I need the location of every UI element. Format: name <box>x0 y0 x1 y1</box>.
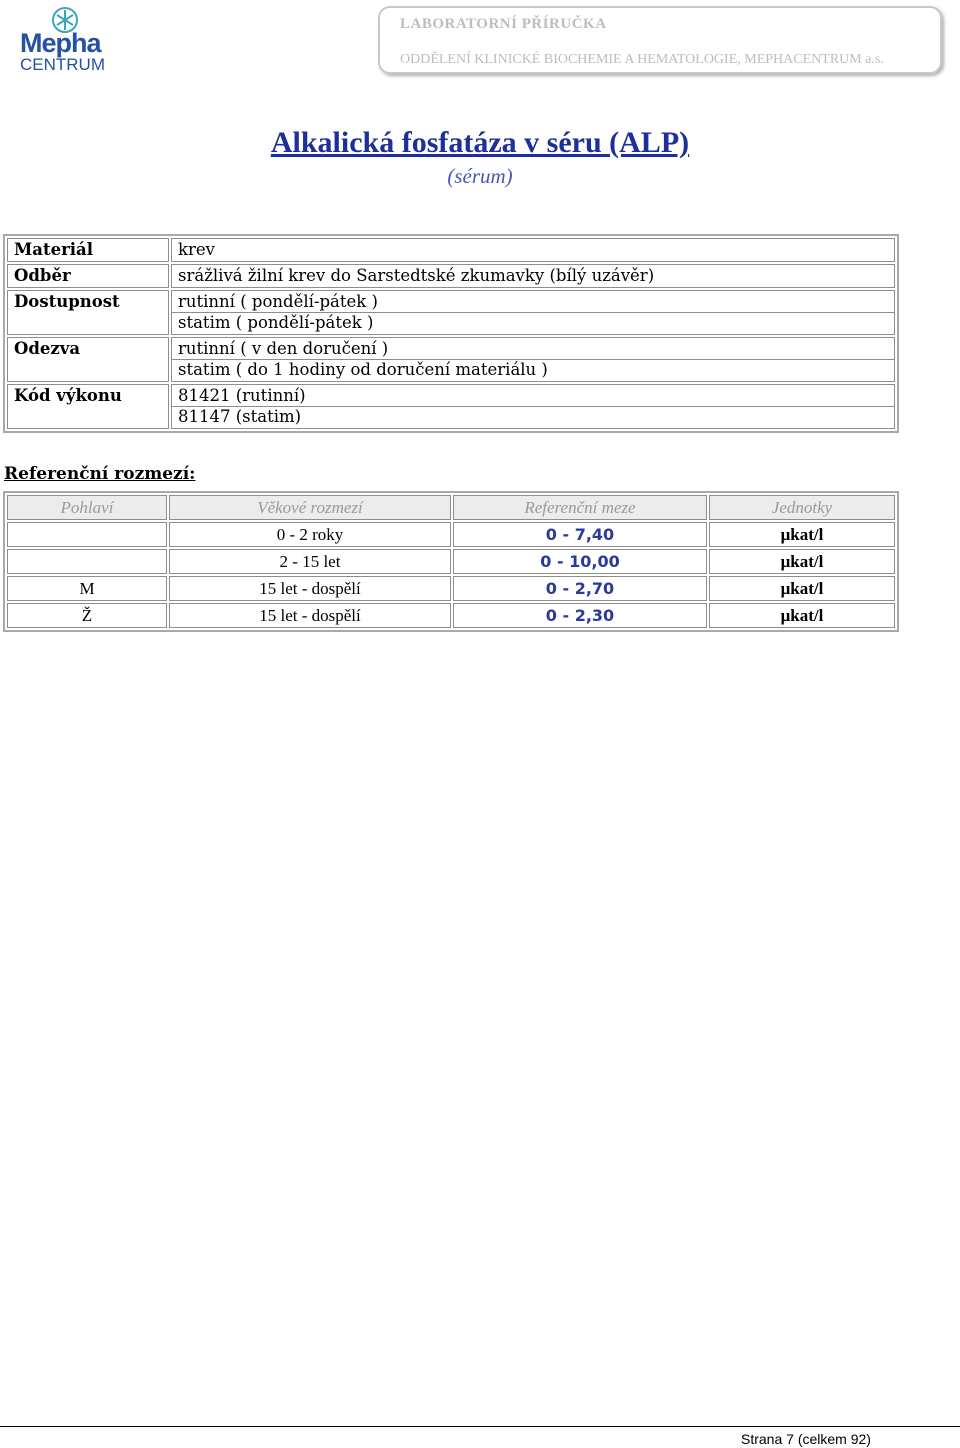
cell-range: 0 - 7,40 <box>453 522 707 547</box>
cell-age: 2 - 15 let <box>169 549 451 574</box>
info-value <box>171 290 895 335</box>
table-row <box>7 576 895 601</box>
col-header-range: Referenční meze <box>453 495 707 520</box>
info-row <box>7 384 895 429</box>
page-number: Strana 7 (celkem 92) <box>741 1431 871 1447</box>
mepha-logo <box>14 6 110 72</box>
cell-unit: μkat/l <box>709 522 895 547</box>
info-value-line: statim ( do 1 hodiny od doručení materiálu ) <box>172 359 894 380</box>
info-value: srážlivá žilní krev do Sarstedtské zkumavky (bílý uzávěr) <box>171 264 895 288</box>
info-label: Dostupnost <box>7 290 169 335</box>
reference-heading: Referenční rozmezí: <box>4 464 196 484</box>
reference-header-row <box>7 495 895 520</box>
header-title: LABORATORNÍ PŘÍRUČKA <box>400 16 607 32</box>
col-header-age: Věkové rozmezí <box>169 495 451 520</box>
cell-sex <box>7 549 167 574</box>
logo-sub: CENTRUM <box>20 55 105 74</box>
info-value: krev <box>171 238 895 262</box>
info-value-line: 81421 (rutinní) <box>178 386 306 405</box>
page-subtitle: (sérum) <box>447 164 513 188</box>
cell-range: 0 - 10,00 <box>453 549 707 574</box>
info-row <box>7 238 895 262</box>
info-value <box>171 384 895 429</box>
cell-age: 0 - 2 roky <box>169 522 451 547</box>
info-value-line: rutinní ( pondělí-pátek ) <box>178 292 378 311</box>
info-row <box>7 290 895 335</box>
cell-range: 0 - 2,70 <box>453 576 707 601</box>
cell-sex <box>7 522 167 547</box>
info-label: Kód výkonu <box>7 384 169 429</box>
table-row <box>7 603 895 628</box>
col-header-sex: Pohlaví <box>7 495 167 520</box>
header-subtitle: ODDĚLENÍ KLINICKÉ BIOCHEMIE A HEMATOLOGIE, MEPHACENTRUM a.s. <box>400 52 884 67</box>
footer-divider <box>0 1426 960 1427</box>
cell-unit: μkat/l <box>709 549 895 574</box>
info-row <box>7 337 895 382</box>
cell-age: 15 let - dospělí <box>169 603 451 628</box>
page-title: Alkalická fosfatáza v séru (ALP) <box>270 126 690 159</box>
info-label: Odběr <box>7 264 169 288</box>
info-row <box>7 264 895 288</box>
info-label: Materiál <box>7 238 169 262</box>
cell-sex: Ž <box>7 603 167 628</box>
info-value-line: rutinní ( v den doručení ) <box>178 339 389 358</box>
cell-age: 15 let - dospělí <box>169 576 451 601</box>
info-value <box>171 337 895 382</box>
info-value-line: 81147 (statim) <box>172 406 894 427</box>
info-label: Odezva <box>7 337 169 382</box>
header-box <box>378 6 942 74</box>
info-value-line: statim ( pondělí-pátek ) <box>172 312 894 333</box>
cell-sex: M <box>7 576 167 601</box>
cell-range: 0 - 2,30 <box>453 603 707 628</box>
logo-brand: Mepha <box>20 28 101 58</box>
table-row <box>7 522 895 547</box>
col-header-unit: Jednotky <box>709 495 895 520</box>
table-row <box>7 549 895 574</box>
info-table <box>3 234 899 433</box>
cell-unit: μkat/l <box>709 603 895 628</box>
reference-table <box>3 491 899 632</box>
cell-unit: μkat/l <box>709 576 895 601</box>
